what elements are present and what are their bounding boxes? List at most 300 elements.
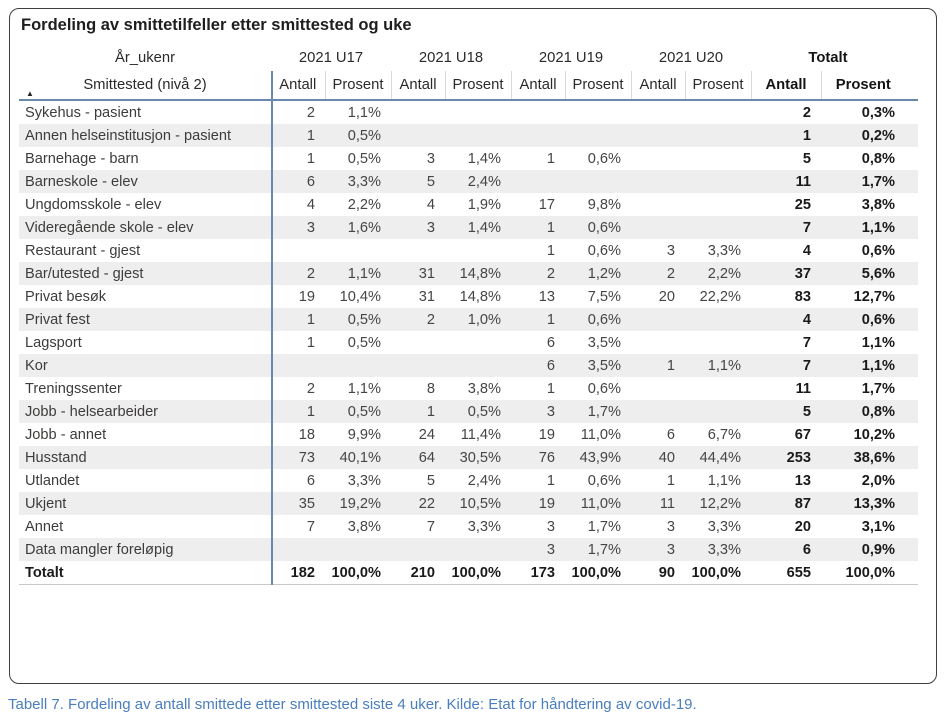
row-filler [905,538,918,561]
value-cell[interactable] [685,331,751,354]
value-cell[interactable]: 30,5% [459,449,501,466]
value-cell[interactable]: 1,0% [467,311,501,328]
value-cell[interactable]: 0,5% [347,311,381,328]
value-cell[interactable]: 1 [802,127,811,144]
value-cell[interactable]: 1,1% [707,472,741,489]
sort-ascending-icon[interactable]: ▲ [26,89,34,98]
value-cell[interactable]: 10,4% [339,288,381,305]
row-label-cell[interactable]: Ukjent [25,495,67,512]
value-cell[interactable] [511,124,565,147]
row-filler [905,124,918,147]
table-row [19,124,918,147]
value-cell[interactable]: 31 [418,265,435,282]
value-cell[interactable]: 25 [794,196,811,213]
row-label-cell[interactable]: Sykehus - pasient [25,104,142,121]
value-cell[interactable]: 3,3% [347,472,381,489]
value-cell[interactable]: 0,5% [467,403,501,420]
value-cell[interactable]: 3 [666,541,675,558]
table-caption: Tabell 7. Fordeling av antall smittede etter smittested siste 4 uker. Kilde: Etat for håndtering av covid-19. [8,696,697,713]
value-cell[interactable] [685,377,751,400]
row-filler [905,147,918,170]
value-cell[interactable] [685,193,751,216]
visual-title: Fordeling av smittetilfeller etter smittested og uke [21,16,412,34]
value-cell[interactable]: 0,6% [587,472,621,489]
value-cell[interactable]: 1,2% [587,265,621,282]
row-label-cell[interactable]: Videregående skole - elev [25,219,194,236]
value-cell[interactable]: 0,5% [347,403,381,420]
value-cell[interactable] [631,100,685,124]
value-cell[interactable] [271,239,325,262]
value-cell[interactable]: 0,3% [861,104,895,121]
value-cell[interactable]: 19 [538,495,555,512]
row-filler [905,100,918,124]
row-label-cell[interactable]: Kor [25,357,48,374]
value-cell[interactable]: 0,6% [861,311,895,328]
value-cell[interactable]: 253 [786,449,811,466]
value-cell[interactable] [631,124,685,147]
value-cell[interactable]: 1 [306,150,315,167]
row-filler [905,262,918,285]
value-cell[interactable]: 3 [546,518,555,535]
value-cell[interactable]: 13,3% [853,495,895,512]
value-cell[interactable]: 4 [426,196,435,213]
row-filler [905,446,918,469]
value-cell[interactable]: 35 [298,495,315,512]
value-cell[interactable]: 5,6% [861,265,895,282]
value-cell[interactable] [391,100,445,124]
row-label-cell[interactable]: Restaurant - gjest [25,242,141,259]
measure-header[interactable]: Antall [631,71,685,100]
value-cell[interactable]: 0,9% [861,541,895,558]
value-cell[interactable]: 10,2% [853,426,895,443]
value-cell[interactable]: 3,3% [467,518,501,535]
table-row [19,492,918,515]
value-cell[interactable]: 1 [306,127,315,144]
value-cell[interactable]: 1,1% [347,104,381,121]
value-cell[interactable] [631,193,685,216]
value-cell[interactable]: 0,8% [861,403,895,420]
value-cell[interactable]: 3,5% [587,334,621,351]
value-cell[interactable]: 1,7% [587,403,621,420]
column-divider [271,71,273,585]
table-row [19,170,918,193]
row-filler [905,285,918,308]
value-cell[interactable] [391,124,445,147]
value-cell[interactable]: 3,3% [707,242,741,259]
column-group-header[interactable]: Totalt [808,50,848,66]
value-cell[interactable]: 64 [418,449,435,466]
value-cell[interactable]: 2 [666,265,675,282]
value-cell[interactable]: 7 [802,219,811,236]
value-cell[interactable]: 1 [546,150,555,167]
value-cell[interactable]: 3 [426,219,435,236]
value-cell[interactable]: 1,1% [861,334,895,351]
row-dimension-header[interactable] [19,71,271,100]
value-cell[interactable]: 13 [794,472,811,489]
value-cell[interactable]: 11,4% [460,426,501,443]
value-cell[interactable] [565,100,631,124]
row-label-cell[interactable]: Barnehage - barn [25,150,139,167]
value-cell[interactable]: 6 [306,173,315,190]
row-label-cell[interactable]: Bar/utested - gjest [25,265,144,282]
value-cell[interactable]: 11 [659,495,675,512]
header-filler [905,45,918,71]
table-row [19,262,918,285]
value-cell[interactable]: 20 [794,518,811,535]
value-cell[interactable] [631,170,685,193]
value-cell[interactable]: 3,3% [707,541,741,558]
value-cell[interactable] [511,170,565,193]
value-cell[interactable]: 1 [546,242,555,259]
value-cell[interactable]: 1 [426,403,435,420]
value-cell[interactable]: 5 [426,173,435,190]
value-cell[interactable]: 20 [658,288,675,305]
value-cell[interactable] [631,377,685,400]
row-label-cell[interactable]: Utlandet [25,472,80,489]
value-cell[interactable]: 1,4% [467,150,501,167]
value-cell[interactable]: 1 [666,472,675,489]
measure-header[interactable]: Prosent [821,71,905,100]
value-cell[interactable]: 24 [418,426,435,443]
value-cell[interactable]: 19,2% [339,495,381,512]
value-cell[interactable]: 22 [418,495,435,512]
value-cell[interactable]: 8 [426,380,435,397]
value-cell[interactable]: 1 [546,311,555,328]
row-label-cell[interactable]: Annen helseinstitusjon - pasient [25,127,232,144]
measure-header[interactable]: Prosent [325,71,391,100]
value-cell[interactable]: 1 [306,403,315,420]
value-cell[interactable]: 1,6% [347,219,381,236]
value-cell[interactable]: 3,8% [347,518,381,535]
value-cell[interactable]: 13 [538,288,555,305]
value-cell[interactable]: 3,3% [347,173,381,190]
value-cell[interactable]: 1,1% [347,265,381,282]
row-filler [905,239,918,262]
value-cell[interactable]: 3 [306,219,315,236]
column-group-header[interactable]: 2021 U20 [658,50,724,66]
value-cell[interactable]: 2,4% [467,472,501,489]
row-label-cell[interactable]: Barneskole - elev [25,173,138,190]
value-cell[interactable]: 2 [306,104,315,121]
value-cell[interactable]: 7 [802,357,811,374]
value-cell[interactable] [685,216,751,239]
value-cell[interactable] [685,400,751,423]
table-row [19,377,918,400]
row-label-cell[interactable]: Privat fest [25,311,90,328]
table-row [19,100,918,124]
value-cell[interactable]: 76 [538,449,555,466]
row-filler [905,308,918,331]
value-cell[interactable]: 100,0% [565,561,631,585]
value-cell[interactable]: 0,6% [587,311,621,328]
sub-header-row [19,71,918,100]
row-label-cell[interactable]: Data mangler foreløpig [25,541,174,558]
value-cell[interactable]: 1,1% [347,380,381,397]
value-cell[interactable]: 14,8% [459,265,501,282]
value-cell[interactable] [445,239,511,262]
value-cell[interactable]: 5 [802,403,811,420]
value-cell[interactable]: 3 [546,403,555,420]
value-cell[interactable]: 0,5% [347,334,381,351]
row-filler [905,492,918,515]
value-cell[interactable]: 6 [802,541,811,558]
value-cell[interactable]: 1 [306,311,315,328]
value-cell[interactable] [631,331,685,354]
value-cell[interactable] [325,354,391,377]
value-cell[interactable]: 11 [795,173,811,190]
value-cell[interactable] [271,538,325,561]
value-cell[interactable]: 11 [795,380,811,397]
value-cell[interactable]: 44,4% [699,449,741,466]
value-cell[interactable]: 3,8% [861,196,895,213]
value-cell[interactable] [445,331,511,354]
value-cell[interactable]: 2,4% [467,173,501,190]
value-cell[interactable] [685,170,751,193]
row-filler [905,193,918,216]
value-cell[interactable] [271,354,325,377]
measure-header[interactable]: Antall [511,71,565,100]
row-filler [905,469,918,492]
value-cell[interactable] [445,538,511,561]
row-label-cell[interactable]: Privat besøk [25,288,107,305]
row-label-cell[interactable]: Jobb - helsearbeider [25,403,159,420]
value-cell[interactable]: 3,5% [587,357,621,374]
measure-header[interactable]: Antall [271,71,325,100]
value-cell[interactable]: 7,5% [587,288,621,305]
value-cell[interactable] [445,124,511,147]
value-cell[interactable]: 9,9% [347,426,381,443]
value-cell[interactable] [445,100,511,124]
value-cell[interactable]: 2,2% [347,196,381,213]
measure-header[interactable]: Antall [751,71,821,100]
value-cell[interactable]: 11,0% [580,495,621,512]
value-cell[interactable]: 1 [306,334,315,351]
value-cell[interactable] [631,147,685,170]
value-cell[interactable] [391,331,445,354]
row-label-cell[interactable]: Husstand [25,449,87,466]
table-row [19,469,918,492]
value-cell[interactable]: 12,2% [699,495,741,512]
value-cell[interactable]: 2,0% [861,472,895,489]
value-cell[interactable]: 12,7% [853,288,895,305]
row-filler [905,331,918,354]
value-cell[interactable]: 7 [802,334,811,351]
value-cell[interactable]: 6 [666,426,675,443]
value-cell[interactable] [565,170,631,193]
value-cell[interactable]: 100,0% [325,561,391,585]
value-cell[interactable]: 31 [418,288,435,305]
value-cell[interactable]: 1 [546,219,555,236]
value-cell[interactable]: 22,2% [699,288,741,305]
table-row [19,216,918,239]
value-cell[interactable]: 2 [546,265,555,282]
value-cell[interactable]: 2 [306,380,315,397]
value-cell[interactable] [685,147,751,170]
row-label-cell[interactable]: Ungdomsskole - elev [25,196,162,213]
value-cell[interactable]: 2 [306,265,315,282]
value-cell[interactable]: 3,1% [861,518,895,535]
row-label-cell[interactable]: Totalt [19,561,271,585]
data-table [19,45,918,585]
table-row [19,446,918,469]
measure-header[interactable]: Prosent [565,71,631,100]
row-filler [905,423,918,446]
value-cell[interactable]: 1,7% [861,380,895,397]
column-group-header[interactable]: 2021 U18 [418,50,484,66]
value-cell[interactable] [631,216,685,239]
value-cell[interactable]: 655 [751,561,821,585]
column-dimension-label[interactable]: År_ukenr [114,50,176,66]
value-cell[interactable]: 3,8% [467,380,501,397]
table-body [19,100,918,585]
value-cell[interactable]: 7 [306,518,315,535]
value-cell[interactable]: 67 [794,426,811,443]
value-cell[interactable]: 38,6% [853,449,895,466]
value-cell[interactable]: 1,7% [587,518,621,535]
table-row [19,423,918,446]
value-cell[interactable]: 19 [538,426,555,443]
value-cell[interactable]: 1 [546,380,555,397]
table-row [19,239,918,262]
value-cell[interactable]: 0,5% [347,127,381,144]
value-cell[interactable] [631,308,685,331]
row-filler [905,400,918,423]
value-cell[interactable]: 1,4% [467,219,501,236]
table-row [19,147,918,170]
value-cell[interactable]: 4 [802,242,811,259]
value-cell[interactable]: 1,7% [861,173,895,190]
row-label-cell[interactable]: Annet [25,518,64,535]
value-cell[interactable]: 3 [666,518,675,535]
value-cell[interactable] [685,100,751,124]
value-cell[interactable]: 100,0% [685,561,751,585]
value-cell[interactable]: 0,2% [861,127,895,144]
value-cell[interactable] [565,124,631,147]
measure-header[interactable]: Prosent [685,71,751,100]
value-cell[interactable]: 1 [546,472,555,489]
value-cell[interactable]: 4 [802,311,811,328]
value-cell[interactable]: 9,8% [587,196,621,213]
table-row [19,308,918,331]
value-cell[interactable]: 5 [802,150,811,167]
row-filler [905,354,918,377]
value-cell[interactable] [391,354,445,377]
row-filler [905,216,918,239]
value-cell[interactable]: 6 [306,472,315,489]
value-cell[interactable]: 37 [794,265,811,282]
value-cell[interactable]: 6 [546,334,555,351]
column-group-header[interactable]: 2021 U19 [538,50,604,66]
value-cell[interactable]: 100,0% [821,561,905,585]
value-cell[interactable]: 40 [658,449,675,466]
value-cell[interactable]: 43,9% [579,449,621,466]
value-cell[interactable]: 3 [666,242,675,259]
value-cell[interactable] [631,400,685,423]
value-cell[interactable]: 7 [426,518,435,535]
table-row [19,285,918,308]
value-cell[interactable]: 19 [298,288,315,305]
value-cell[interactable]: 0,8% [861,150,895,167]
value-cell[interactable]: 0,6% [587,242,621,259]
value-cell[interactable]: 1,1% [707,357,741,374]
column-group-header[interactable]: 2021 U17 [298,50,364,66]
value-cell[interactable]: 0,6% [587,380,621,397]
value-cell[interactable]: 83 [794,288,811,305]
value-cell[interactable]: 17 [538,196,555,213]
value-cell[interactable]: 0,6% [587,219,621,236]
value-cell[interactable]: 6,7% [707,426,741,443]
table-header [19,45,918,100]
value-cell[interactable] [391,538,445,561]
value-cell[interactable] [511,100,565,124]
row-dimension-label: Smittested (nivå 2) [83,77,207,93]
value-cell[interactable]: 2,2% [707,265,741,282]
value-cell[interactable]: 1,1% [861,219,895,236]
value-cell[interactable] [685,308,751,331]
value-cell[interactable]: 1,1% [861,357,895,374]
row-filler [905,377,918,400]
value-cell[interactable] [325,538,391,561]
value-cell[interactable]: 100,0% [445,561,511,585]
value-cell[interactable]: 73 [298,449,315,466]
value-cell[interactable]: 11,0% [580,426,621,443]
value-cell[interactable]: 18 [298,426,315,443]
value-cell[interactable]: 1,7% [587,541,621,558]
value-cell[interactable]: 40,1% [339,449,381,466]
value-cell[interactable]: 14,8% [459,288,501,305]
row-label-cell[interactable]: Lagsport [25,334,82,351]
value-cell[interactable]: 3 [426,150,435,167]
value-cell[interactable]: 0,5% [347,150,381,167]
value-cell[interactable]: 10,5% [459,495,501,512]
value-cell[interactable]: 6 [546,357,555,374]
row-filler [905,561,918,585]
row-filler [905,170,918,193]
value-cell[interactable]: 182 [271,561,325,585]
value-cell[interactable]: 0,6% [587,150,621,167]
value-cell[interactable]: 3 [546,541,555,558]
group-header-row [19,45,918,71]
value-cell[interactable] [391,239,445,262]
value-cell[interactable]: 0,6% [861,242,895,259]
measure-header[interactable]: Antall [391,71,445,100]
value-cell[interactable]: 173 [511,561,565,585]
table-visual-card[interactable] [9,8,937,684]
value-cell[interactable] [445,354,511,377]
value-cell[interactable] [685,124,751,147]
value-cell[interactable]: 1,9% [467,196,501,213]
table-row [19,331,918,354]
value-cell[interactable]: 2 [802,104,811,121]
value-cell[interactable]: 1 [666,357,675,374]
row-label-cell[interactable]: Treningssenter [25,380,122,397]
table-row [19,538,918,561]
table-row [19,400,918,423]
value-cell[interactable]: 3,3% [707,518,741,535]
row-label-cell[interactable]: Jobb - annet [25,426,107,443]
total-row [19,561,918,585]
value-cell[interactable]: 5 [426,472,435,489]
value-cell[interactable]: 87 [794,495,811,512]
value-cell[interactable]: 2 [426,311,435,328]
row-filler [905,515,918,538]
header-filler [905,71,918,100]
value-cell[interactable]: 210 [391,561,445,585]
value-cell[interactable]: 4 [306,196,315,213]
value-cell[interactable]: 90 [631,561,685,585]
measure-header[interactable]: Prosent [445,71,511,100]
value-cell[interactable] [325,239,391,262]
